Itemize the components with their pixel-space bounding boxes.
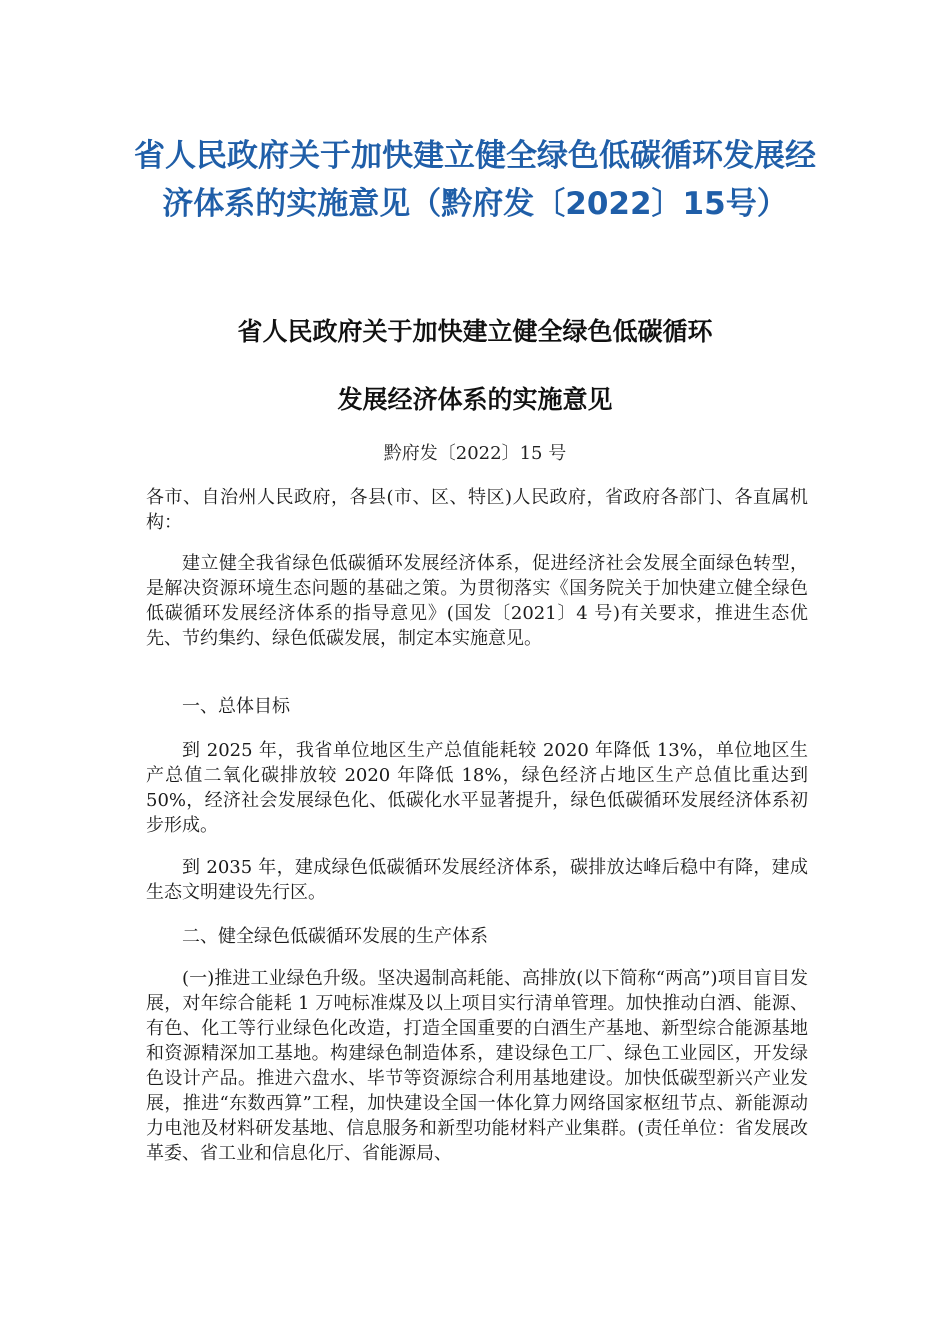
industry-upgrade-paragraph: (一)推进工业绿色升级。坚决遏制高耗能、高排放(以下简称“两高”)项目盲目发展，对年综合能耗 1 万吨标准煤及以上项目实行清单管理。加快推动白酒、能源、有色、化工等行业绿色化改造，打造全国重要的白酒生产基地、新型综合能源基地和资源精深加工基地。构建绿色制造体系，建设绿色工厂、绿色工业园区，开发绿色设计产品。推进六盘水、毕节等资源综合利用基地建设。加快低碳型新兴产业发展，推进“东数西算”工程，加快建设全国一体化算力网络国家枢纽节点、新能源动力电池及材料研发基地、信息服务和新型功能材料产业集群。(责任单位：省发展改革委、省工业和信息化厅、省能源局、 — [146, 968, 808, 1164]
document-heading-line-2: 发展经济体系的实施意见 — [337, 385, 613, 414]
addressee: 各市、自治州人民政府，各县(市、区、特区)人民政府，省政府各部门、各直属机构： — [146, 487, 808, 533]
target-2035-paragraph: 到 2035 年，建成绿色低碳循环发展经济体系，碳排放达峰后稳中有降，建成生态文明建设先行区。 — [146, 857, 808, 903]
section-heading-2: 二、健全绿色低碳循环发展的生产体系 — [182, 926, 488, 947]
section-heading-1: 一、总体目标 — [182, 696, 290, 717]
page-title: 省人民政府关于加快建立健全绿色低碳循环发展经济体系的实施意见（黔府发〔2022〕15号） — [134, 138, 816, 222]
document-number: 黔府发〔2022〕15 号 — [383, 443, 567, 464]
intro-paragraph: 建立健全我省绿色低碳循环发展经济体系，促进经济社会发展全面绿色转型，是解决资源环境生态问题的基础之策。为贯彻落实《国务院关于加快建立健全绿色低碳循环发展经济体系的指导意见》(国发〔2021〕4 号)有关要求，推进生态优先、节约集约、绿色低碳发展，制定本实施意见。 — [146, 553, 808, 649]
document-heading-line-1: 省人民政府关于加快建立健全绿色低碳循环 — [237, 317, 713, 346]
target-2025-paragraph: 到 2025 年，我省单位地区生产总值能耗较 2020 年降低 13%，单位地区生产总值二氧化碳排放较 2020 年降低 18%，绿色经济占地区生产总值比重达到 50%，经济社会发展绿色化、低碳化水平显著提升，绿色低碳循环发展经济体系初步形成。 — [146, 740, 808, 836]
